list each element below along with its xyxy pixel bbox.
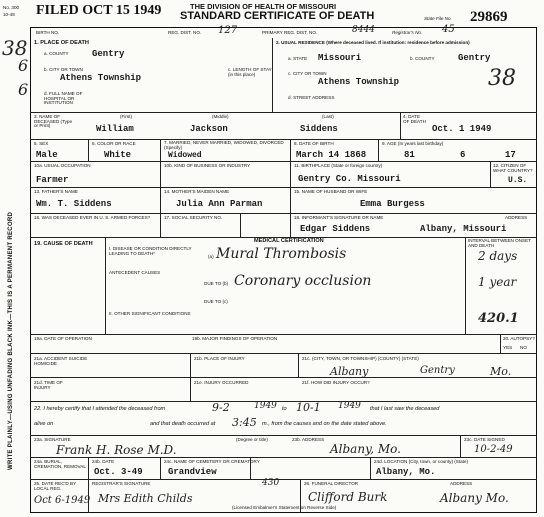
residence-state: Missouri xyxy=(318,53,362,63)
ssn-label: 17. SOCIAL SECURITY NO. xyxy=(164,215,223,220)
reg-dist-label: REG. DIST. NO. xyxy=(168,30,202,35)
divider xyxy=(160,457,161,479)
injury-county: Gentry xyxy=(420,365,455,376)
divider xyxy=(298,353,299,377)
divider xyxy=(160,139,161,187)
death-date-label: 4. DATE OF DEATH xyxy=(403,114,426,124)
age-label: 9. AGE (In years last birthday) xyxy=(382,141,444,146)
residence-county: Gentry xyxy=(458,53,491,63)
age-days: 17 xyxy=(505,150,516,160)
certify-text-2: that I last saw the deceased xyxy=(370,406,440,412)
injury-state: Mo. xyxy=(490,365,512,378)
physician-signature: Frank H. Rose M.D. xyxy=(56,443,177,457)
residence-label: 2. USUAL RESIDENCE (Where deceased lived. If institution: residence before admission) xyxy=(276,40,470,45)
death-time: 3:45 xyxy=(232,416,257,429)
spouse-name: Emma Burgess xyxy=(360,199,425,209)
divider xyxy=(290,187,291,237)
antecedent-label: ANTECEDENT CAUSES xyxy=(109,270,161,275)
place-of-injury-label: 21b. PLACE OF INJURY xyxy=(194,356,245,361)
certify-text-4: and that death occurred at xyxy=(150,421,216,427)
birthplace-label: 11. BIRTHPLACE (State or foreign country) xyxy=(294,163,383,168)
cause-line-b: Coronary occlusion xyxy=(234,273,372,289)
certify-text-1: 22. I hereby certify that I attended the deceased from xyxy=(34,406,166,412)
mother-label: 14. MOTHER'S MAIDEN NAME xyxy=(164,189,230,194)
autopsy-yes: YES xyxy=(503,345,513,350)
sex-label: 5. SEX xyxy=(34,141,49,146)
attended-to: 10-1 xyxy=(296,401,321,414)
certificate-title: STANDARD CERTIFICATE OF DEATH xyxy=(180,10,375,22)
father-name: Wm. T. Siddens xyxy=(36,199,112,209)
divider xyxy=(30,377,537,378)
certify-text-3: alive on xyxy=(34,421,54,427)
informant-address-label: ADDRESS xyxy=(505,215,528,220)
middle-name: Jackson xyxy=(190,124,228,134)
place-of-death-label: 1. PLACE OF DEATH xyxy=(34,40,89,46)
divider xyxy=(400,112,401,139)
date-signed: 10-2-49 xyxy=(474,444,513,455)
state-file-number: 29869 xyxy=(470,9,508,25)
margin-number-1: 38 xyxy=(2,36,28,60)
race-label: 6. COLOR OR RACE xyxy=(92,141,136,146)
margin-number-3: 6 xyxy=(18,80,29,99)
primary-reg-number: 8444 xyxy=(352,25,375,35)
divider xyxy=(30,187,537,188)
cause-label: 19. CAUSE OF DEATH xyxy=(34,241,93,247)
injury-time-label: 21d. TIME OF INJURY xyxy=(34,380,63,390)
physician-address-label: 23b. ADDRESS xyxy=(292,437,325,442)
attended-from-year: 1949 xyxy=(254,401,277,411)
death-county: Gentry xyxy=(92,49,125,59)
form-sub-number: 10-48 xyxy=(3,12,15,17)
burial-label: 24a. BURIAL, CREMATION, REMOVAL xyxy=(34,459,86,469)
divider xyxy=(378,139,379,161)
informant-address: Albany, Missouri xyxy=(420,224,507,234)
funeral-director-label: 26. FUNERAL DIRECTOR xyxy=(304,481,359,486)
other-conditions-label: II. OTHER SIGNIFICANT CONDITIONS xyxy=(109,311,191,316)
last-name: Siddens xyxy=(300,124,338,134)
interval-a: 2 days xyxy=(478,249,518,263)
death-city-label: b. CITY OR TOWN xyxy=(44,67,83,72)
form-number: No. 300 xyxy=(3,5,20,10)
death-county-label: a. COUNTY xyxy=(44,51,69,56)
registrar-no-label: Registrar's No. xyxy=(392,30,423,35)
accident-label: 21a. ACCIDENT SUICIDE HOMICIDE xyxy=(34,356,88,366)
residence-state-label: a. STATE xyxy=(288,56,308,61)
divider xyxy=(30,401,537,402)
business-label: 10b. KIND OF BUSINESS OR INDUSTRY xyxy=(164,163,251,168)
medical-heading: MEDICAL CERTIFICATION xyxy=(254,238,324,244)
divider xyxy=(30,334,537,335)
divider xyxy=(272,38,273,112)
filed-stamp: FILED OCT 15 1949 xyxy=(36,3,162,18)
death-city: Athens Township xyxy=(60,73,142,83)
citizen-label: 12. CITIZEN OF WHAT COUNTRY? xyxy=(493,163,533,173)
operation-findings-label: 19b. MAJOR FINDINGS OF OPERATION xyxy=(192,336,278,341)
cemetery: Grandview xyxy=(168,467,217,477)
death-date: Oct. 1 1949 xyxy=(432,124,492,134)
due-b-label: DUE TO (b) xyxy=(204,281,229,286)
divider xyxy=(30,112,537,113)
autopsy-no: NO xyxy=(520,345,527,350)
residence-city-label: c. CITY OR TOWN xyxy=(288,71,327,76)
signature-label: 23a. SIGNATURE xyxy=(34,437,71,442)
birth-date-label: 8. DATE OF BIRTH xyxy=(294,141,334,146)
reg-dist-number: 127 xyxy=(218,25,238,36)
registrar-number: 45 xyxy=(442,24,455,35)
marital-status-label: 7. MARRIED, NEVER MARRIED, WIDOWED, DIVORCED (Specify) xyxy=(164,140,284,150)
cause-line-a: Mural Thrombosis xyxy=(216,246,347,262)
divider xyxy=(290,139,291,187)
informant-label: 18. INFORMANT'S SIGNATURE OR NAME xyxy=(294,215,384,220)
disease-line-label: I. DISEASE OR CONDITION DIRECTLY LEADING TO DEATH* xyxy=(109,246,192,256)
marital-status: Widowed xyxy=(168,151,202,160)
first-name: William xyxy=(96,124,134,134)
injury-how-label: 21f. HOW DID INJURY OCCUR? xyxy=(302,380,370,385)
occupation: Farmer xyxy=(36,175,69,185)
hospital-label: d. FULL NAME OF HOSPITAL OR INSTITUTION xyxy=(44,91,83,106)
registrar-number-small: 430 xyxy=(262,478,280,488)
cemetery-label: 24c. NAME OF CEMETERY OR CREMATORY xyxy=(164,459,260,464)
race: White xyxy=(104,150,132,160)
cause-code: 420.1 xyxy=(478,311,519,326)
occupation-label: 10a. USUAL OCCUPATION xyxy=(34,163,91,168)
operation-date-label: 19a. DATE OF OPERATION xyxy=(34,336,92,341)
divider xyxy=(30,457,537,458)
street-address-label: d. STREET ADDRESS xyxy=(288,95,335,100)
birth-date: March 14 1868 xyxy=(296,150,367,160)
armed-forces-label: 16. WAS DECEASED EVER IN U. S. ARMED FORCES? xyxy=(34,215,151,220)
embalmer-footnote: (Licensed Embalmer's Statement on Reverse Side) xyxy=(232,505,337,510)
sex: Male xyxy=(36,150,58,160)
due-c-label: DUE TO (c) xyxy=(204,299,228,304)
date-signed-label: 23c. DATE SIGNED xyxy=(464,437,505,442)
length-of-stay-label: c. LENGTH OF STAY (in this place) xyxy=(228,67,272,77)
divider xyxy=(30,161,537,162)
director-address-label: ADDRESS xyxy=(450,481,473,486)
injury-occurred-label: 21e. INJURY OCCURRED xyxy=(194,380,249,385)
degree-label: (Degree or title) xyxy=(236,437,268,442)
registrar-signature: Mrs Edith Childs xyxy=(98,492,193,505)
injury-city: Albany xyxy=(330,365,369,378)
citizen: U.S. xyxy=(508,176,528,185)
birthplace: Gentry Co. Missouri xyxy=(298,174,401,184)
burial-date: Oct. 3-49 xyxy=(94,467,143,477)
spouse-label: 15. NAME OF HUSBAND OR WIFE xyxy=(294,189,368,194)
age-months: 6 xyxy=(460,150,466,160)
divider xyxy=(88,139,89,161)
birth-no-label: BIRTH NO. xyxy=(36,30,60,35)
received-date: Oct 6-1949 xyxy=(34,495,91,506)
interval-b: 1 year xyxy=(478,275,517,289)
divider xyxy=(30,479,537,480)
residence-city-code: 38 xyxy=(488,66,516,91)
burial-location: Albany, Mo. xyxy=(376,467,436,477)
last-name-label: (Last) xyxy=(322,114,334,119)
line-a-label: (a) xyxy=(208,254,214,259)
side-instruction: WRITE PLAINLY—USING UNFADING BLACK INK—THIS IS A PERMANENT RECORD xyxy=(8,211,14,470)
burial-date-label: 24b. DATE xyxy=(92,459,115,464)
divider xyxy=(30,353,537,354)
director-address: Albany Mo. xyxy=(440,491,509,505)
attended-to-year: 1949 xyxy=(338,401,361,411)
first-name-label: (First) xyxy=(120,114,132,119)
residence-city: Athens Township xyxy=(318,77,400,87)
age-years: 81 xyxy=(404,150,415,160)
attended-from: 9-2 xyxy=(212,401,230,414)
burial-location-label: 24d. LOCATION (City, town, or county) (State) xyxy=(374,459,469,464)
autopsy-label: 20. AUTOPSY? xyxy=(503,336,535,341)
division-heading: THE DIVISION OF HEALTH OF MISSOURI xyxy=(190,2,337,11)
divider xyxy=(370,457,371,479)
registrar-signature-label: REGISTRAR'S SIGNATURE xyxy=(92,481,151,486)
mother-name: Julia Ann Parman xyxy=(176,199,263,209)
divider xyxy=(465,237,466,334)
certify-time-suffix: m., from the causes and on the date stated above. xyxy=(262,421,387,427)
residence-county-label: b. COUNTY xyxy=(410,56,435,61)
interval-label: INTERVAL BETWEEN ONSET AND DEATH xyxy=(468,238,531,248)
primary-reg-label: PRIMARY REG. DIST. NO. xyxy=(262,30,318,35)
divider xyxy=(240,213,241,237)
divider xyxy=(190,353,191,401)
name-label: 3. NAME OF DECEASED (Type or Print) xyxy=(34,114,73,129)
divider xyxy=(160,187,161,237)
physician-address: Albany, Mo. xyxy=(330,442,401,456)
divider xyxy=(490,161,491,187)
divider xyxy=(500,334,501,353)
funeral-director: Clifford Burk xyxy=(308,490,388,504)
received-label: 25. DATE REC'D BY LOCAL REG. xyxy=(34,481,77,491)
divider xyxy=(105,237,106,334)
father-label: 13. FATHER'S NAME xyxy=(34,189,78,194)
divider xyxy=(30,213,537,214)
middle-name-label: (Middle) xyxy=(212,114,229,119)
attended-to-label: to xyxy=(282,406,287,412)
state-file-label: State File No. xyxy=(424,16,452,21)
margin-number-2: 6 xyxy=(18,56,29,75)
divider xyxy=(460,435,461,457)
informant-name: Edgar Siddens xyxy=(300,224,371,234)
injury-location-label: 21c. (CITY, TOWN, OR TOWNSHIP) (COUNTY) (STATE) xyxy=(302,356,419,361)
